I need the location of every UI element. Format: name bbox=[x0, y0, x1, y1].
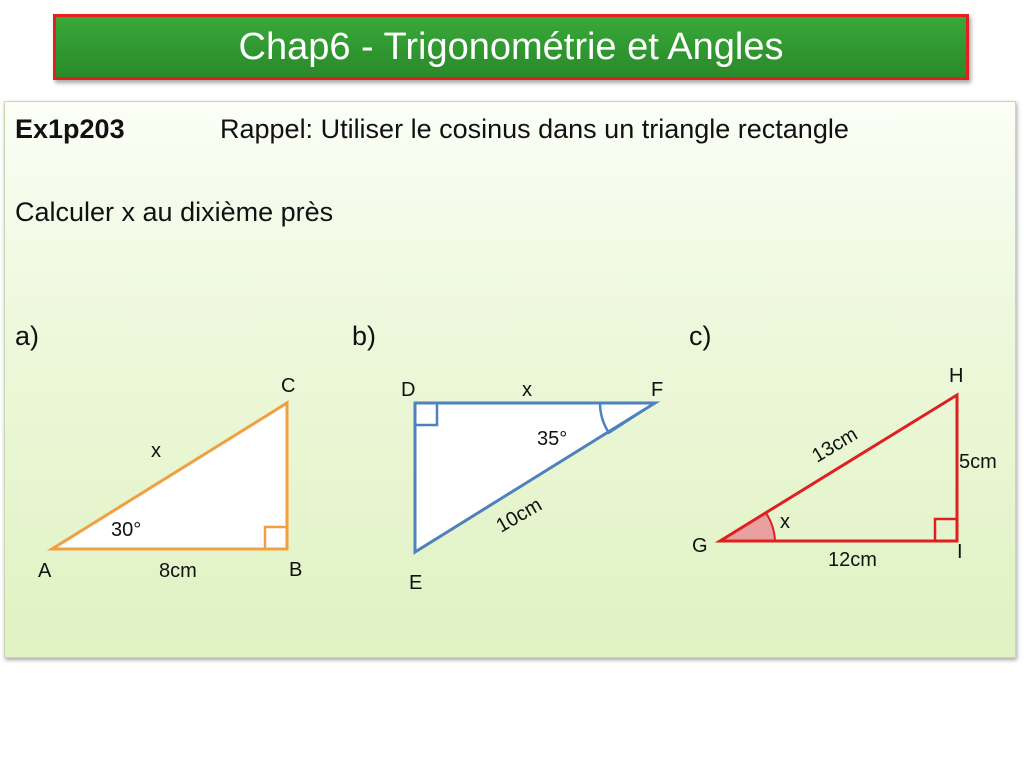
hyp-label-c: 13cm bbox=[808, 423, 862, 468]
part-b-label: b) bbox=[352, 321, 377, 351]
right-angle-i-marker bbox=[935, 519, 957, 541]
reminder-text: Rappel: Utiliser le cosinus dans un triangle rectangle bbox=[220, 114, 849, 144]
triangle-def bbox=[401, 379, 663, 594]
vertex-g: G bbox=[692, 535, 708, 557]
vertex-f: F bbox=[651, 379, 664, 401]
vertex-h: H bbox=[949, 365, 964, 387]
hyp-label-a: x bbox=[151, 440, 161, 462]
vertex-i: I bbox=[957, 541, 963, 563]
part-a-label: a) bbox=[15, 321, 40, 351]
angle-label-b: 35° bbox=[537, 428, 568, 450]
exercise-label: Ex1p203 bbox=[15, 114, 125, 144]
adj-label-c: 12cm bbox=[828, 549, 877, 571]
triangle-ghi-shape bbox=[720, 395, 957, 541]
angle-label-c: x bbox=[780, 511, 790, 533]
vertex-b: B bbox=[289, 559, 303, 581]
part-c-label: c) bbox=[689, 321, 712, 351]
vertex-a: A bbox=[38, 560, 52, 582]
vertex-e: E bbox=[409, 572, 423, 594]
adj-label-b: x bbox=[522, 379, 532, 401]
adj-label-a: 8cm bbox=[159, 560, 197, 582]
angle-label-a: 30° bbox=[111, 519, 142, 541]
instruction-text: Calculer x au dixième près bbox=[15, 197, 334, 227]
triangle-def-shape bbox=[415, 403, 655, 552]
slide-title: Chap6 - Trigonométrie et Angles bbox=[238, 25, 784, 68]
vertex-d: D bbox=[401, 379, 416, 401]
triangle-abc bbox=[38, 375, 302, 582]
opp-label-c: 5cm bbox=[959, 451, 997, 473]
triangle-ghi bbox=[692, 365, 997, 571]
vertex-c: C bbox=[281, 375, 296, 397]
hyp-label-b: 10cm bbox=[492, 493, 546, 538]
triangle-abc-shape bbox=[52, 403, 287, 549]
